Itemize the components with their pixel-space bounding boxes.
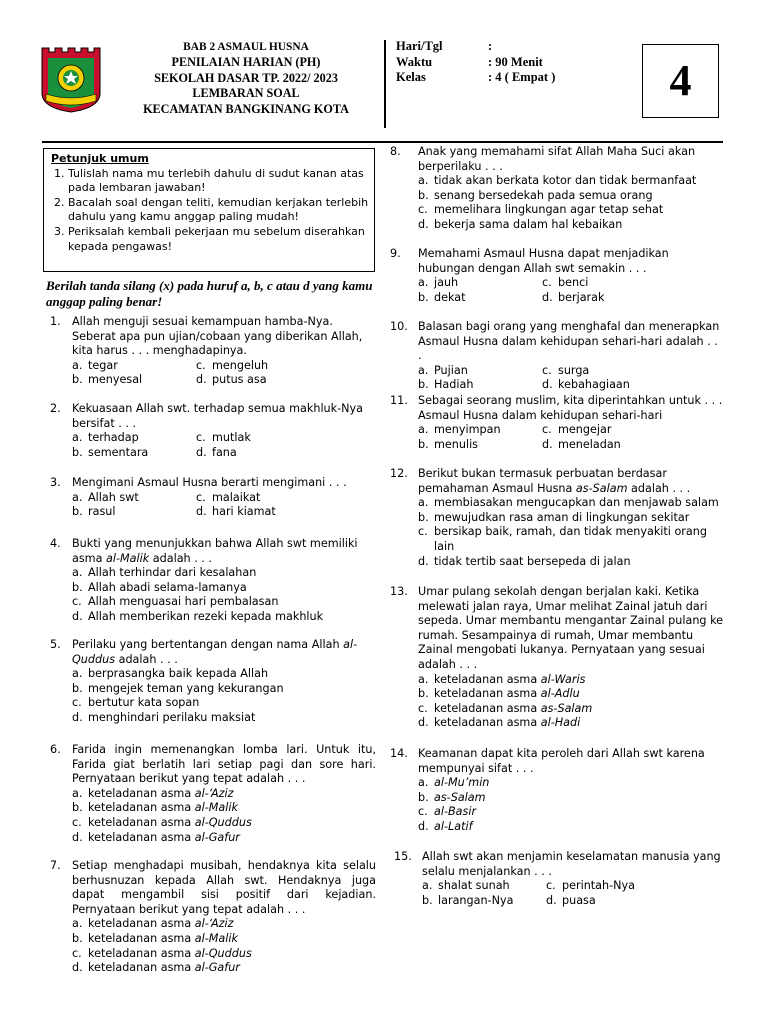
option-letter: b. [422,893,433,907]
option-letter: a. [418,672,429,686]
question-item [50,859,376,976]
question-stem: Farida ingin memenangkan lomba lari. Untuk itu, Farida giat berlatih lari setiap pagi dan sore hari. Pernyataan berikut yang tepat adalah . . . [72,743,376,786]
answer-option[interactable] [72,610,376,625]
answer-option[interactable] [72,831,376,846]
answer-option[interactable] [72,595,376,610]
option-letter: d. [542,290,553,304]
option-text: as-Salam [434,790,486,804]
option-text: perintah-Nya [562,879,635,893]
option-letter: a. [72,786,83,800]
option-text: keteladanan asma al-‘Aziz [88,786,234,800]
option-text: al-Basir [434,805,477,819]
grade-box: 4 [642,44,719,118]
answer-option[interactable] [72,446,196,461]
question-item [390,747,724,835]
info-row-class: Kelas : 4 ( Empat ) [396,70,556,85]
option-text: larangan-Nya [438,893,514,907]
option-text: keteladanan asma al-Gafur [88,961,240,975]
answer-options [418,174,724,232]
answer-option[interactable] [72,801,376,816]
question-item [390,320,724,393]
question-stem: Setiap menghadapi musibah, hendaknya kita selalu berhusnuzan kepada Allah swt. Hendaknya juga dapat mengambil sisi positif dari kejadian. Pernyataan berikut yang tepat adalah . . . [72,859,376,916]
answer-option[interactable] [196,491,376,506]
option-text: mengejek teman yang kekurangan [88,681,284,695]
answer-options [72,566,376,624]
option-text: puasa [562,893,596,907]
question-stem: Keamanan dapat kita peroleh dari Allah swt karena mempunyai sifat . . . [418,747,705,775]
option-text: Pujian [434,363,468,377]
option-letter: c. [196,358,206,372]
option-text: keteladanan asma al-Malik [88,931,238,945]
answer-option[interactable] [418,673,724,688]
option-letter: b. [418,687,429,701]
answer-option[interactable] [418,716,724,731]
option-letter: b. [72,931,83,945]
answer-option[interactable] [418,423,542,438]
option-letter: d. [542,437,553,451]
answer-options [72,431,376,460]
question-item [390,467,724,569]
option-letter: d. [196,373,207,387]
instructions-heading: Petunjuk umum [51,152,149,165]
info-row-time: Waktu : 90 Menit [396,54,543,69]
option-text: hari kiamat [212,505,276,519]
answer-option[interactable] [418,203,724,218]
answer-options [72,359,376,388]
answer-option[interactable] [418,189,724,204]
option-text: menyimpan [434,423,501,437]
option-text: al-Latif [434,819,473,833]
question-number: 13. [390,585,408,598]
option-text: mutlak [212,431,251,445]
option-letter: d. [542,378,553,392]
option-text: dekat [434,290,466,304]
option-text: keteladanan asma al-Gafur [88,830,240,844]
option-letter: d. [196,505,207,519]
option-text: sementara [88,445,149,459]
answer-option[interactable] [542,276,724,291]
option-text: membiasakan mengucapkan dan menjawab salam [434,496,719,510]
answer-option[interactable] [72,373,196,388]
option-letter: b. [72,801,83,815]
option-letter: c. [418,805,428,819]
answer-options [72,917,376,975]
option-text: Hadiah [434,378,474,392]
answer-option[interactable] [418,776,724,791]
question-item [50,537,376,625]
answer-option[interactable] [418,791,724,806]
option-text: bekerja sama dalam hal kebaikan [434,217,623,231]
question-number: 8. [390,145,401,158]
answer-options [72,491,376,520]
option-letter: a. [72,490,83,504]
answer-option[interactable] [418,276,542,291]
instruction-item: 3. Periksalah kembali pekerjaan mu sebelum diserahkan kepada pengawas! [68,225,374,254]
question-item [50,315,376,388]
answer-option[interactable] [418,291,542,306]
question-number: 14. [390,747,408,760]
title-line: KECAMATAN BANGKINANG KOTA [143,101,349,116]
question-number: 11. [390,394,408,407]
option-letter: c. [196,490,206,504]
option-text: jauh [434,276,459,290]
option-text: keteladanan asma al-Hadi [434,716,581,730]
option-text: Allah abadi selama-lamanya [88,580,247,594]
option-letter: c. [546,879,556,893]
option-text: Allah swt [88,490,139,504]
answer-option[interactable] [196,505,376,520]
question-number: 12. [390,467,408,480]
option-text: menulis [434,437,479,451]
answer-option[interactable] [542,438,724,453]
option-text: mengeluh [212,358,269,372]
title-line: SEKOLAH DASAR TP. 2022/ 2023 [154,70,338,85]
option-letter: d. [546,893,557,907]
answer-option[interactable] [72,816,376,831]
question-item [390,394,724,452]
question-number: 9. [390,247,401,260]
option-letter: c. [418,701,428,715]
answer-option[interactable] [418,218,724,233]
title-line: BAB 2 ASMAUL HUSNA [183,41,309,53]
answer-option[interactable] [72,961,376,976]
question-item [50,402,376,460]
answer-option[interactable] [418,525,724,554]
header-divider [384,40,386,128]
option-letter: a. [418,776,429,790]
question-number: 3. [50,476,61,489]
option-text: Allah memberikan rezeki kepada makhluk [88,609,324,623]
option-letter: d. [418,217,429,231]
option-letter: b. [72,681,83,695]
option-letter: b. [418,378,429,392]
option-text: menghindari perilaku maksiat [88,710,256,724]
option-letter: d. [418,554,429,568]
instruction-item: 2. Bacalah soal dengan teliti, kemudian kerjakan terlebih dahulu yang kamu anggap paling mudah! [68,196,374,225]
answer-option[interactable] [72,359,196,374]
question-number: 2. [50,402,61,415]
question-stem: Memahami Asmaul Husna dapat menjadikan hubungan dengan Allah swt semakin . . . [418,247,669,275]
question-stem: Berikut bukan termasuk perbuatan berdasar pemahaman Asmaul Husna as-Salam adalah . . . [418,467,691,495]
option-letter: a. [418,496,429,510]
answer-option[interactable] [72,431,196,446]
title-line: LEMBARAN SOAL [192,86,300,101]
answer-option[interactable] [72,581,376,596]
option-text: bertutur kata sopan [88,696,200,710]
answer-option[interactable] [542,423,724,438]
option-letter: a. [418,174,429,188]
option-text: senang bersedekah pada semua orang [434,188,653,202]
question-stem: Kekuasaan Allah swt. terhadap semua makhluk-Nya bersifat . . . [72,402,364,430]
answer-options [418,776,724,834]
option-letter: a. [418,423,429,437]
option-letter: d. [72,609,83,623]
answer-options [422,879,728,908]
instructions-list [51,167,374,255]
option-text: keteladanan asma al-Adlu [434,687,580,701]
answer-options [418,276,724,305]
answer-option[interactable] [418,805,724,820]
option-text: keteladanan asma al-Malik [88,801,238,815]
option-text: mewujudkan rasa aman di lingkungan sekitar [434,510,690,524]
option-letter: a. [422,879,433,893]
instruction-item: 1. Tulislah nama mu terlebih dahulu di sudut kanan atas pada lembaran jawaban! [68,167,374,196]
question-number: 15. [394,850,412,863]
question-item [50,743,376,845]
option-letter: a. [72,667,83,681]
question-stem: Umar pulang sekolah dengan berjalan kaki. Ketika melewati jalan raya, Umar melihat Zainal jatuh dari sepeda. Umar membantu mengantar Zainal pulang ke rumah. Sesampainya di rumah, Umar membantu Zainal mengobati lukanya. Pernyataan yang sesuai adalah . . . [418,585,724,671]
option-letter: c. [418,525,428,539]
question-number: 4. [50,537,61,550]
option-text: kebahagiaan [558,378,630,392]
question-item [50,476,376,520]
option-text: keteladanan asma al-‘Aziz [88,917,234,931]
answer-option[interactable] [542,364,724,379]
question-stem: Anak yang memahami sifat Allah Maha Suci akan berperilaku . . . [418,145,696,173]
option-letter: b. [72,505,83,519]
question-item [50,638,376,726]
question-item [394,850,728,908]
district-logo [40,42,102,120]
answer-option[interactable] [72,787,376,802]
option-letter: d. [418,819,429,833]
answer-option[interactable] [418,555,724,570]
option-text: keteladanan asma as-Salam [434,701,593,715]
answer-option[interactable] [546,894,728,909]
question-stem: Perilaku yang bertentangan dengan nama Allah al-Quddus adalah . . . [72,638,358,666]
answer-option[interactable] [72,491,196,506]
answer-option[interactable] [418,687,724,702]
answer-option[interactable] [196,373,376,388]
option-text: malaikat [212,490,261,504]
option-text: mengejar [558,423,612,437]
option-letter: b. [418,510,429,524]
option-letter: b. [418,790,429,804]
option-letter: c. [542,423,552,437]
answer-option[interactable] [196,431,376,446]
option-letter: c. [542,363,552,377]
option-letter: b. [418,188,429,202]
option-letter: b. [418,437,429,451]
answer-option[interactable] [542,378,724,393]
option-letter: c. [72,946,82,960]
option-letter: a. [418,363,429,377]
option-text: keteladanan asma al-Waris [434,672,586,686]
option-text: shalat sunah [438,879,510,893]
answer-option[interactable] [72,932,376,947]
answer-options [418,496,724,569]
answer-option[interactable] [196,446,376,461]
option-letter: d. [418,716,429,730]
option-text: berprasangka baik kepada Allah [88,667,269,681]
option-text: tidak tertib saat bersepeda di jalan [434,554,631,568]
option-letter: d. [72,830,83,844]
instructions-box [43,148,375,272]
option-letter: c. [72,696,82,710]
option-letter: a. [72,358,83,372]
answer-option[interactable] [418,174,724,189]
option-text: benci [558,276,589,290]
answer-options [418,673,724,731]
answer-option[interactable] [418,702,724,717]
answer-option[interactable] [72,917,376,932]
answer-option[interactable] [418,496,724,511]
question-item [390,585,724,731]
option-text: memelihara lingkungan agar tetap sehat [434,203,664,217]
question-number: 5. [50,638,61,651]
option-text: tidak akan berkata kotor dan tidak bermanfaat [434,174,697,188]
answer-option[interactable] [418,511,724,526]
option-text: terhadap [88,431,139,445]
answer-option[interactable] [72,566,376,581]
question-stem: Bukti yang menunjukkan bahwa Allah swt memiliki asma al-Malik adalah . . . [72,537,358,565]
option-text: berjarak [558,290,605,304]
option-text: tegar [88,358,118,372]
option-letter: d. [72,961,83,975]
exam-title-block [108,40,384,117]
option-letter: a. [72,566,83,580]
option-text: fana [212,445,237,459]
question-number: 7. [50,859,61,872]
option-letter: b. [72,580,83,594]
question-number: 1. [50,315,61,328]
answer-option[interactable] [72,711,376,726]
answer-option[interactable] [72,667,376,682]
option-letter: c. [418,203,428,217]
option-text: Allah menguasai hari pembalasan [88,595,279,609]
question-stem: Allah menguji sesuai kemampuan hamba-Nya. Seberat apa pun ujian/cobaan yang diberikan Allah, kita harus . . . menghadapinya. [72,315,363,358]
answer-options [418,364,724,393]
option-letter: b. [72,445,83,459]
header-separator [42,141,723,143]
option-letter: c. [72,815,82,829]
answer-options [72,667,376,725]
option-text: rasul [88,505,116,519]
answer-options [418,423,724,452]
option-letter: a. [72,431,83,445]
answer-option[interactable] [422,879,546,894]
option-letter: a. [418,276,429,290]
option-text: meneladan [558,437,621,451]
option-text: keteladanan asma al-Quddus [88,815,252,829]
answer-option[interactable] [72,682,376,697]
answer-options [72,787,376,845]
title-line: PENILAIAN HARIAN (PH) [171,55,321,70]
question-stem: Balasan bagi orang yang menghafal dan menerapkan Asmaul Husna dalam kehidupan sehari-hari adalah . . . [418,320,720,363]
option-letter: c. [72,595,82,609]
option-text: keteladanan asma al-Quddus [88,946,252,960]
answer-instruction: Berilah tanda silang (x) pada huruf a, b, c atau d yang kamu anggap paling benar! [46,278,373,309]
option-text: surga [558,363,590,377]
question-item [390,247,724,305]
option-text: menyesal [88,373,143,387]
answer-option[interactable] [542,291,724,306]
answer-option[interactable] [418,378,542,393]
option-text: bersikap baik, ramah, dan tidak menyakiti orang lain [434,525,707,553]
option-text: putus asa [212,373,267,387]
answer-option[interactable] [72,696,376,711]
answer-option[interactable] [72,505,196,520]
option-letter: b. [72,373,83,387]
question-number: 10. [390,320,408,333]
option-letter: d. [72,710,83,724]
exam-info [396,39,626,86]
answer-option[interactable] [418,364,542,379]
option-letter: a. [72,917,83,931]
question-stem: Allah swt akan menjamin keselamatan manusia yang selalu menjalankan . . . [422,850,721,878]
answer-option[interactable] [418,438,542,453]
answer-option[interactable] [546,879,728,894]
option-letter: c. [196,431,206,445]
option-letter: b. [418,290,429,304]
answer-option[interactable] [422,894,546,909]
answer-option[interactable] [196,359,376,374]
option-text: Allah terhindar dari kesalahan [88,566,257,580]
option-text: al-Mu’min [434,776,490,790]
question-item [390,145,724,233]
answer-option[interactable] [418,820,724,835]
question-number: 6. [50,743,61,756]
option-letter: d. [196,445,207,459]
option-letter: c. [542,276,552,290]
answer-option[interactable] [72,947,376,962]
question-stem: Mengimani Asmaul Husna berarti mengimani . . . [72,476,347,489]
info-row-date: Hari/Tgl : [396,39,493,53]
question-stem: Sebagai seorang muslim, kita diperintahkan untuk . . . Asmaul Husna dalam kehidupan sehari-hari [418,394,723,422]
